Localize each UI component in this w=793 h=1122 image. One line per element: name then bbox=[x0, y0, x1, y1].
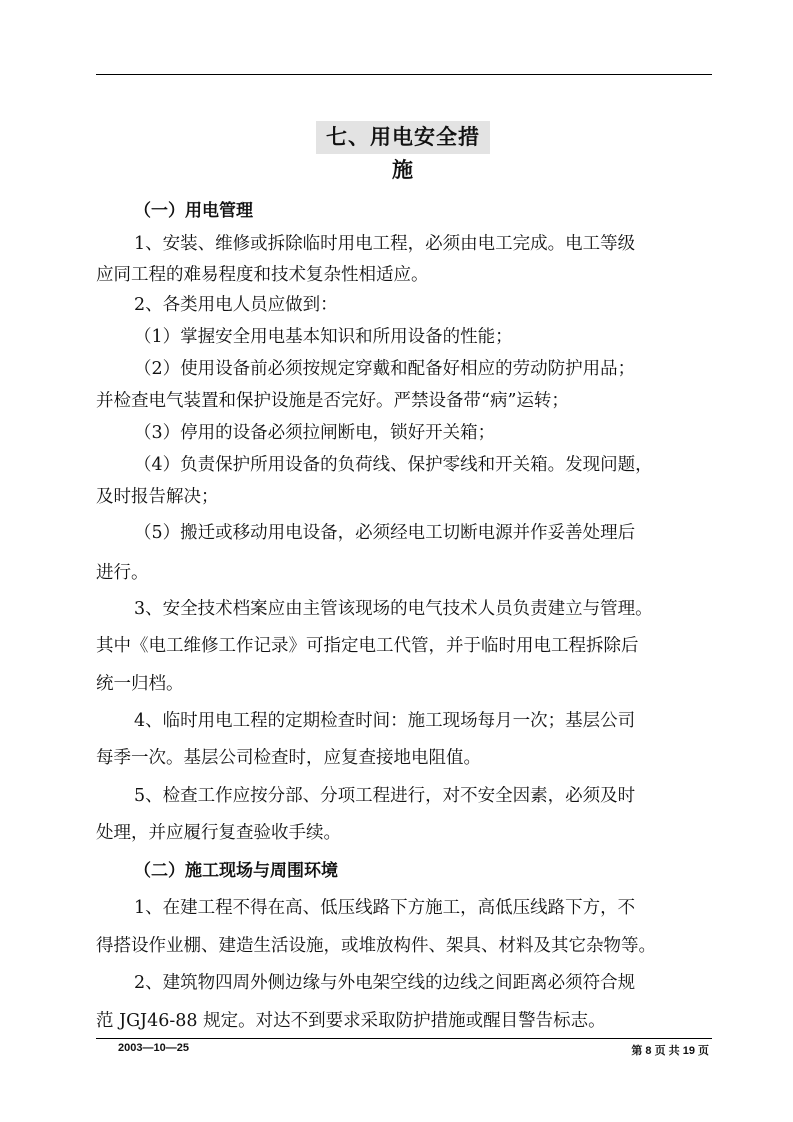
paragraph-line: 3、安全技术档案应由主管该现场的电气技术人员负责建立与管理。 bbox=[134, 599, 653, 619]
paragraph-line: 应同工程的难易程度和技术复杂性相适应。 bbox=[96, 265, 429, 285]
footer-page-number: 第 8 页 共 19 页 bbox=[631, 1045, 709, 1057]
paragraph-line: （2）使用设备前必须按规定穿戴和配备好相应的劳动防护用品； bbox=[134, 359, 636, 379]
paragraph-line: 2、建筑物四周外侧边缘与外电架空线的边线之间距离必须符合规 bbox=[134, 973, 636, 993]
paragraph-line: 5、检查工作应按分部、分项工程进行，对不安全因素，必须及时 bbox=[134, 786, 636, 806]
footer-rule bbox=[96, 1038, 712, 1039]
paragraph-line: （3）停用的设备必须拉闸断电，锁好开关箱； bbox=[134, 423, 496, 443]
footer-date: 2003—10—25 bbox=[118, 1042, 189, 1054]
paragraph-line: 4、临时用电工程的定期检查时间：施工现场每月一次；基层公司 bbox=[134, 711, 636, 731]
paragraph-line: 得搭设作业棚、建造生活设施，或堆放构件、架具、材料及其它杂物等。 bbox=[96, 936, 656, 956]
paragraph-line: 2、各类用电人员应做到： bbox=[134, 295, 338, 315]
paragraph-line: （1）掌握安全用电基本知识和所用设备的性能； bbox=[134, 327, 513, 347]
paragraph-line: 范 JGJ46-88 规定。对达不到要求采取防护措施或醒目警告标志。 bbox=[96, 1011, 606, 1031]
section-heading: （一）用电管理 bbox=[134, 201, 253, 221]
paragraph-line: 并检查电气装置和保护设施是否完好。严禁设备带“病”运转； bbox=[96, 391, 569, 411]
paragraph-line: 其中《电工维修工作记录》可指定电工代管，并于临时用电工程拆除后 bbox=[96, 636, 639, 656]
paragraph-line: 处理，并应履行复查验收手续。 bbox=[96, 823, 341, 843]
page-title: 七、用电安全措施 bbox=[316, 121, 490, 154]
paragraph-line: 1、在建工程不得在高、低压线路下方施工，高低压线路下方，不 bbox=[134, 898, 636, 918]
paragraph-line: （5）搬迁或移动用电设备，必须经电工切断电源并作妥善处理后 bbox=[134, 523, 636, 543]
header-rule bbox=[96, 74, 712, 75]
paragraph-line: 及时报告解决； bbox=[96, 487, 219, 507]
paragraph-line: 1、安装、维修或拆除临时用电工程，必须由电工完成。电工等级 bbox=[134, 234, 636, 254]
section-heading: （二）施工现场与周围环境 bbox=[134, 861, 338, 881]
paragraph-line: 每季一次。基层公司检查时，应复查接地电阻值。 bbox=[96, 748, 481, 768]
paragraph-line: （4）负责保护所用设备的负荷线、保护零线和开关箱。发现问题， bbox=[134, 455, 653, 475]
paragraph-line: 进行。 bbox=[96, 563, 149, 583]
paragraph-line: 统一归档。 bbox=[96, 674, 184, 694]
